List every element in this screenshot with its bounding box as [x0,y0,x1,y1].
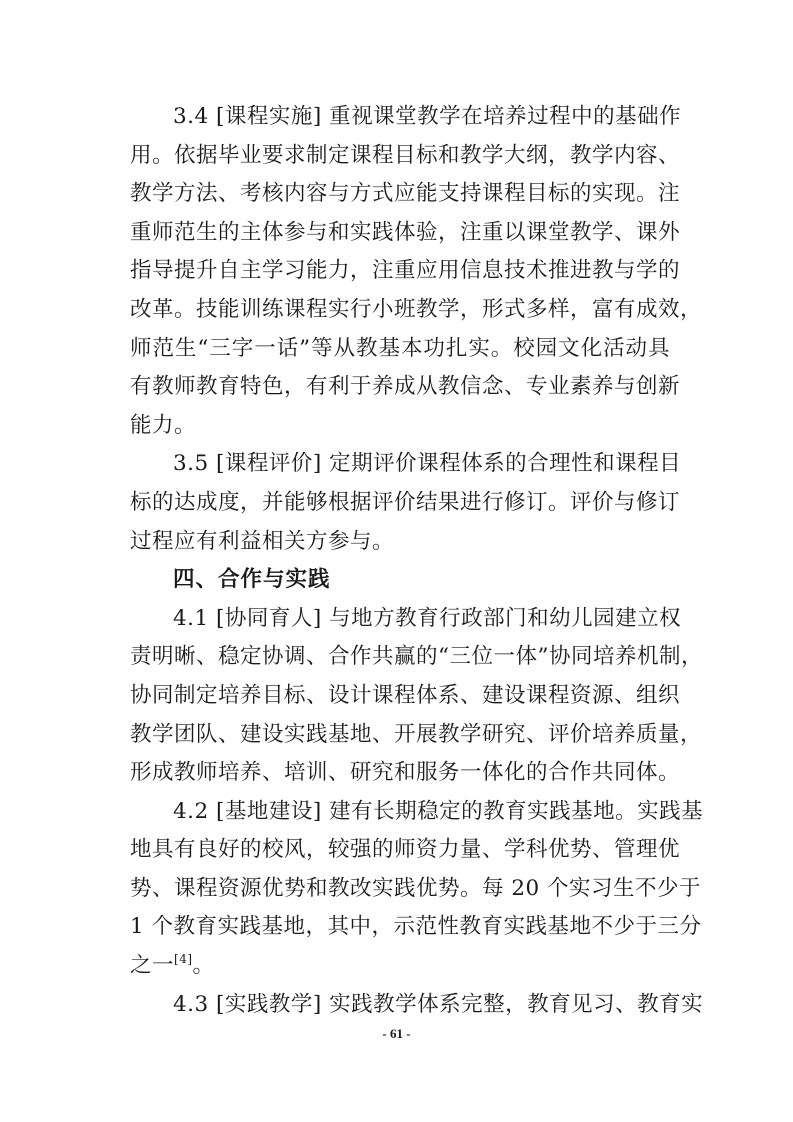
text-line: 4.2 [基地建设] 建有长期稳定的教育实践基地。实践基 [173,798,704,824]
text-line: 标的达成度，并能够根据评价结果进行修订。评价与修订 [130,489,681,515]
text-line: 改革。技能训练课程实行小班教学，形式多样，富有成效， [130,296,703,322]
text-line: 能力。 [130,412,197,438]
text-line: 3.5 [课程评价] 定期评价课程体系的合理性和课程目 [173,451,682,477]
section-heading: 四、合作与实践 [173,567,331,593]
text-line: 地具有良好的校风，较强的师资力量、学科优势、管理优 [130,837,681,863]
text-line: 1 个教育实践基地，其中，示范性教育实践基地不少于三分 [130,914,702,940]
text-line: 用。依据毕业要求制定课程目标和教学大纲，教学内容、 [130,142,681,168]
text-fragment: 之一 [130,953,175,979]
text-line: 4.1 [协同育人] 与地方教育行政部门和幼儿园建立权 [173,605,682,631]
text-line: 有教师教育特色，有利于养成从教信念、专业素养与创新 [130,374,681,400]
text-line-with-citation [130,947,670,986]
text-line: 3.4 [课程实施] 重视课堂教学在培养过程中的基础作 [173,104,682,129]
text-line: 责明晰、稳定协调、合作共赢的“三位一体”协同培养机制， [130,644,703,670]
text-line: 形成教师培养、培训、研究和服务一体化的合作共同体。 [130,760,681,786]
text-line: 过程应有利益相关方参与。 [130,528,395,554]
citation-marker: [4] [174,952,193,967]
text-line: 势、课程资源优势和教改实践优势。每 20 个实习生不少于 [130,875,702,901]
text-line: 重师范生的主体参与和实践体验，注重以课堂教学、课外 [130,219,681,245]
text-line: 教学方法、考核内容与方式应能支持课程目标的实现。注 [130,181,681,207]
text-line: 教学团队、建设实践基地、开展教学研究、评价培养质量， [130,721,703,747]
text-fragment: 。 [192,953,215,979]
page-number: - 61 - [382,1026,411,1041]
text-line: 指导提升自主学习能力，注重应用信息技术推进教与学的 [130,258,681,284]
text-line: 协同制定培养目标、设计课程体系、建设课程资源、组织 [130,682,681,708]
text-line: 4.3 [实践教学] 实践教学体系完整，教育见习、教育实 [173,991,704,1017]
body-text [130,98,704,1024]
text-line: 师范生“三字一话”等从教基本功扎实。校园文化活动具 [130,335,670,361]
